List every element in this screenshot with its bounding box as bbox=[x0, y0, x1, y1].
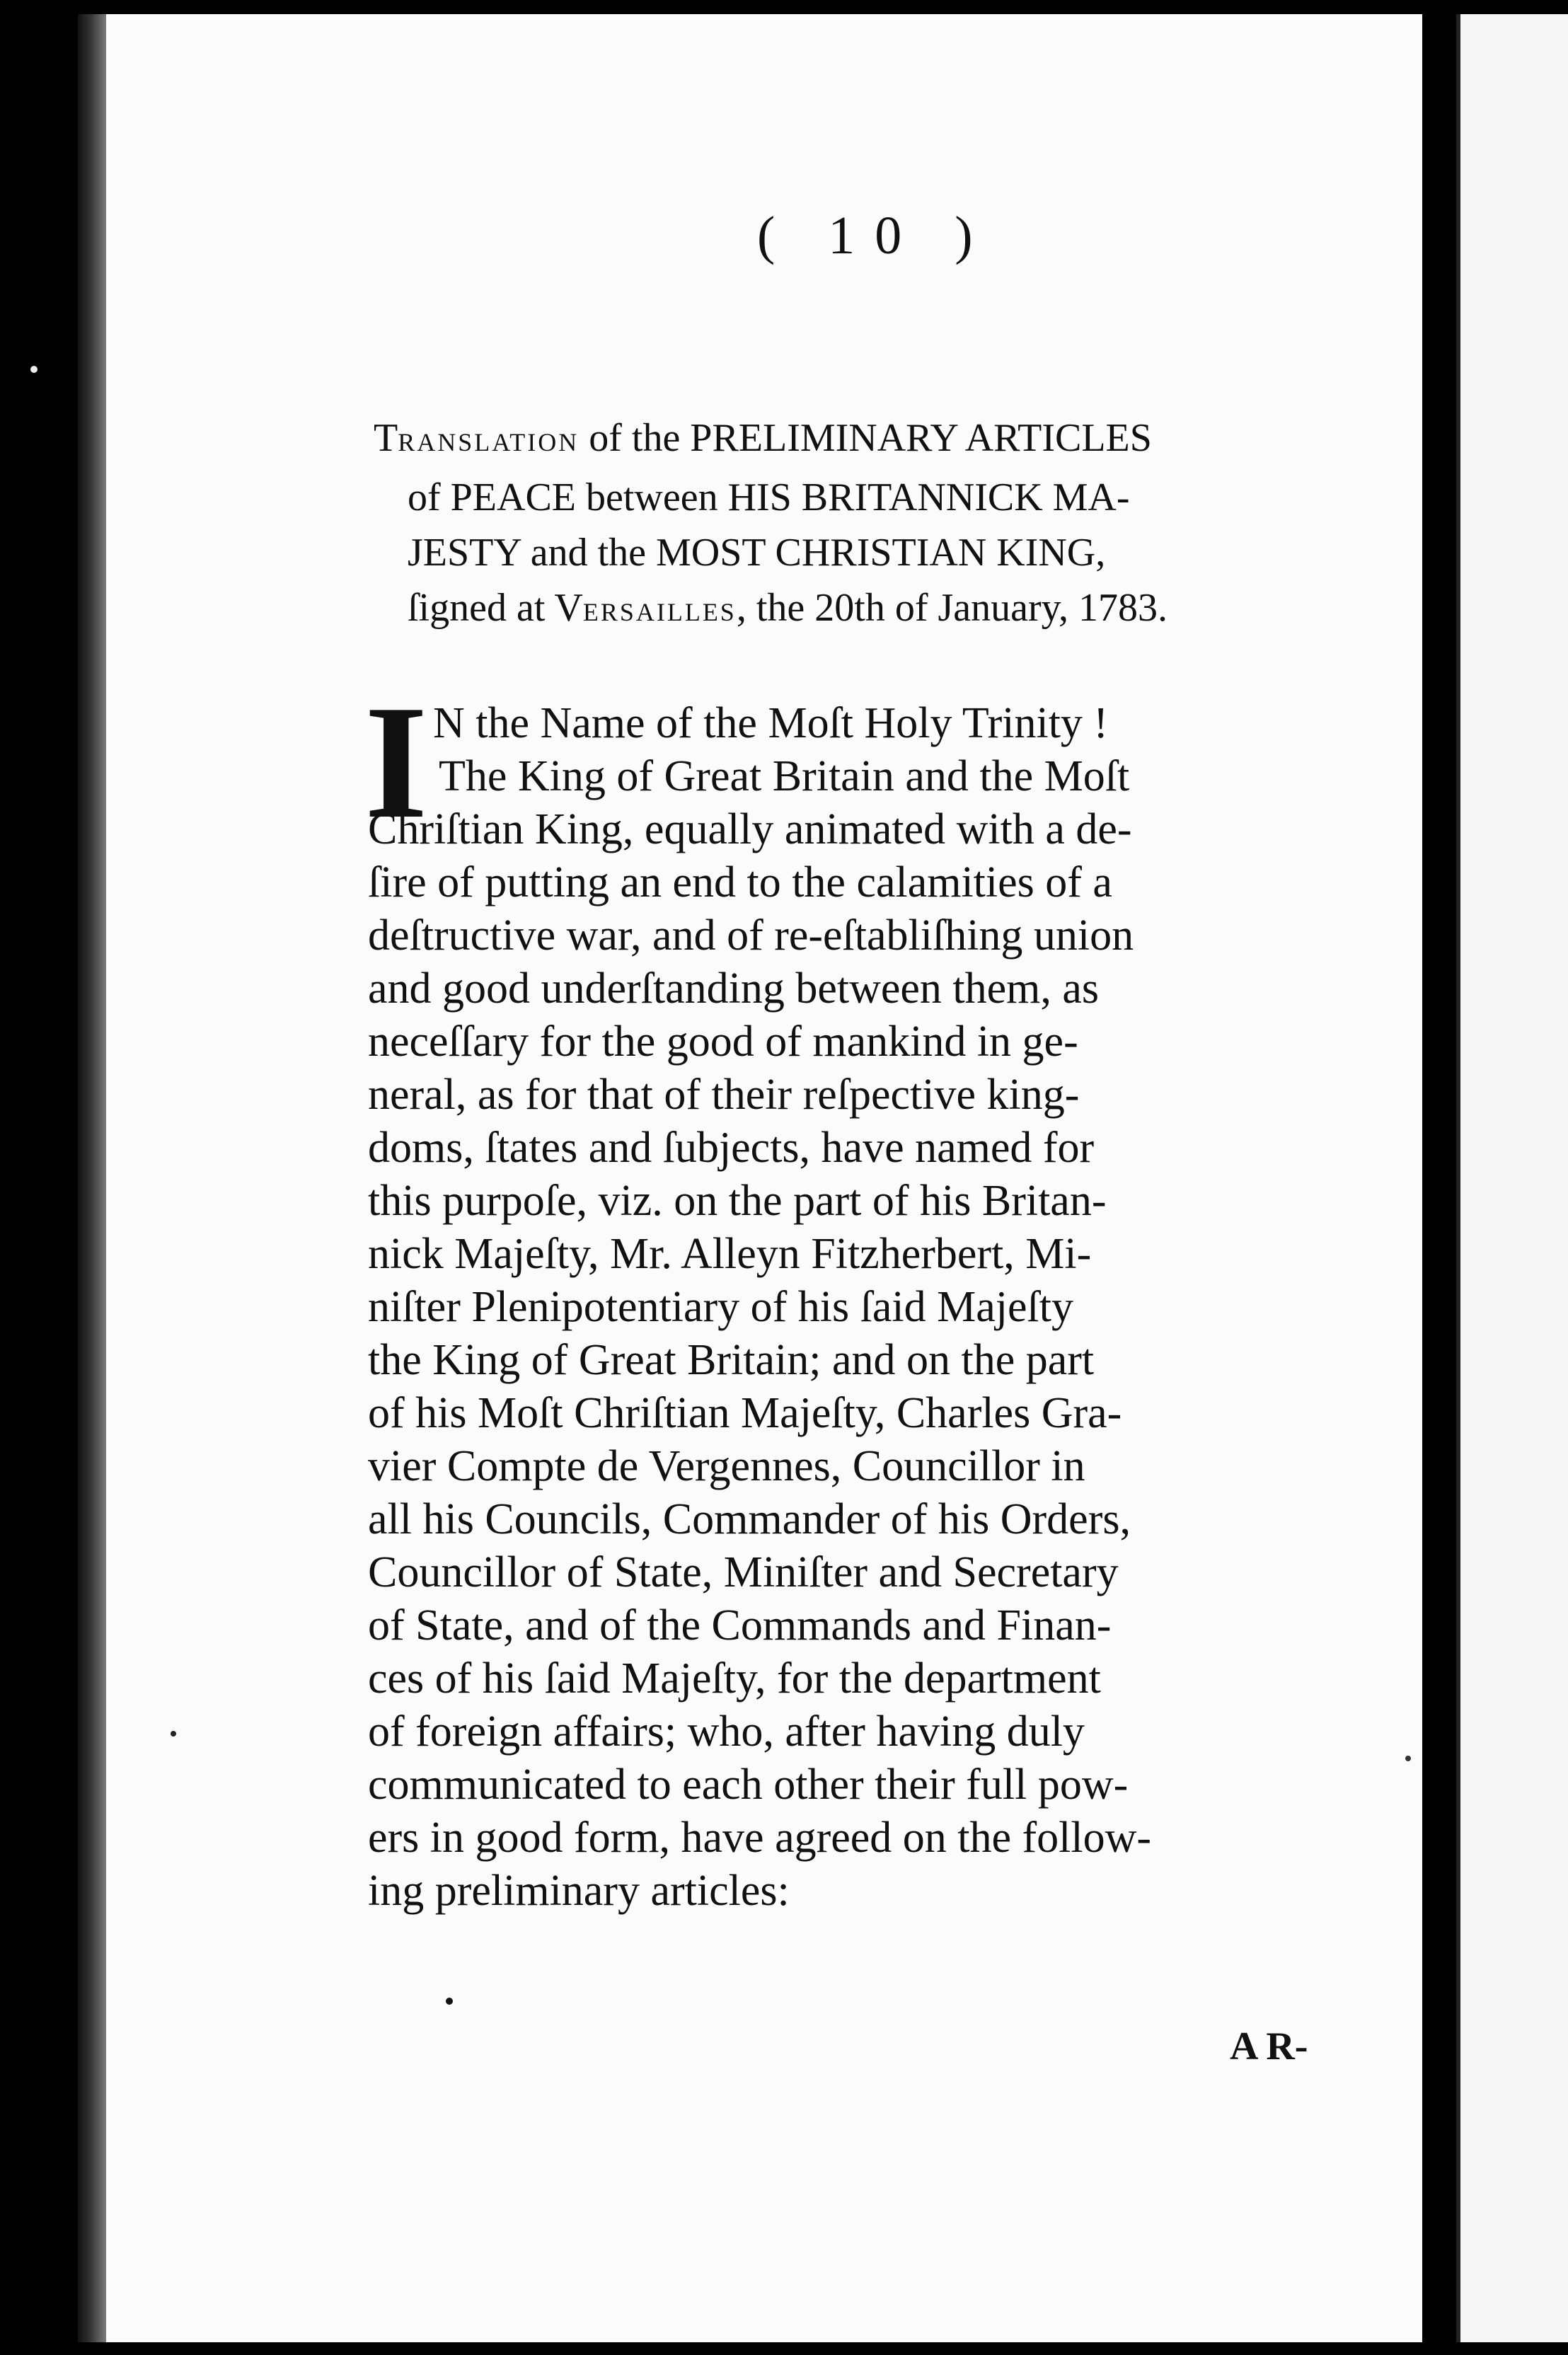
body-line: niſter Plenipotentiary of his ſaid Majeſty bbox=[368, 1283, 1073, 1331]
body-line: nick Majeſty, Mr. Alleyn Fitzherbert, Mi- bbox=[368, 1230, 1092, 1278]
body-line: communicated to each other their full pow- bbox=[368, 1761, 1129, 1809]
body-line: the King of Great Britain; and on the part bbox=[368, 1336, 1095, 1384]
body-line: of State, and of the Commands and Finan- bbox=[368, 1601, 1112, 1649]
body-line: ing preliminary articles: bbox=[368, 1867, 790, 1915]
speck bbox=[30, 366, 38, 373]
body-line: N the Name of the Moſt Holy Trinity ! bbox=[433, 699, 1109, 747]
speck bbox=[446, 1998, 453, 2005]
title-place-lead-letter: V bbox=[554, 586, 583, 630]
drop-cap: I bbox=[364, 672, 428, 852]
body-line: doms, ſtates and ſubjects, have named for bbox=[368, 1124, 1095, 1172]
body-line: this purpoſe, viz. on the part of his Britan- bbox=[368, 1177, 1107, 1225]
title-place-small-caps: ERSAILLES bbox=[582, 598, 737, 626]
body-line: Chriſtian King, equally animated with a de- bbox=[368, 805, 1132, 853]
body-line: neceſſary for the good of mankind in ge- bbox=[368, 1018, 1078, 1066]
body-line: of his Moſt Chriſtian Majeſty, Charles Gra- bbox=[368, 1389, 1122, 1437]
title-lead-letter: T bbox=[374, 416, 398, 460]
title-small-caps: RANSLATION bbox=[398, 428, 580, 456]
body-line: ſire of putting an end to the calamities of a bbox=[368, 858, 1112, 906]
body-line: Councillor of State, Miniſter and Secretary bbox=[368, 1548, 1119, 1596]
title-line-2: of PEACE between HIS BRITANNICK MA- bbox=[408, 476, 1130, 519]
speck bbox=[171, 1731, 176, 1737]
body-line: and good underſtanding between them, as bbox=[368, 965, 1100, 1013]
title-line-4-a: ſigned at bbox=[408, 586, 555, 630]
body-line: of foreign affairs; who, after having duly bbox=[368, 1708, 1085, 1756]
body-line: vier Compte de Vergennes, Councillor in bbox=[368, 1442, 1085, 1490]
body-line: neral, as for that of their reſpective king- bbox=[368, 1071, 1080, 1119]
title-line-3: JESTY and the MOST CHRISTIAN KING, bbox=[408, 531, 1106, 575]
page-number: ( 10 ) bbox=[757, 206, 993, 265]
body-line: The King of Great Britain and the Moſt bbox=[439, 752, 1130, 800]
title-line-1-rest: of the PRELIMINARY ARTICLES bbox=[579, 416, 1152, 460]
speck bbox=[1405, 1756, 1411, 1761]
catchword: A R- bbox=[1230, 2025, 1308, 2068]
title-line-4-b: , the 20th of January, 1783. bbox=[736, 586, 1168, 630]
body-line: ces of his ſaid Majeſty, for the department bbox=[368, 1654, 1101, 1703]
body-line: all his Councils, Commander of his Orders, bbox=[368, 1495, 1131, 1543]
body-line: deſtructive war, and of re-eſtabliſhing union bbox=[368, 911, 1134, 960]
body-line: ers in good form, have agreed on the follow- bbox=[368, 1814, 1152, 1862]
